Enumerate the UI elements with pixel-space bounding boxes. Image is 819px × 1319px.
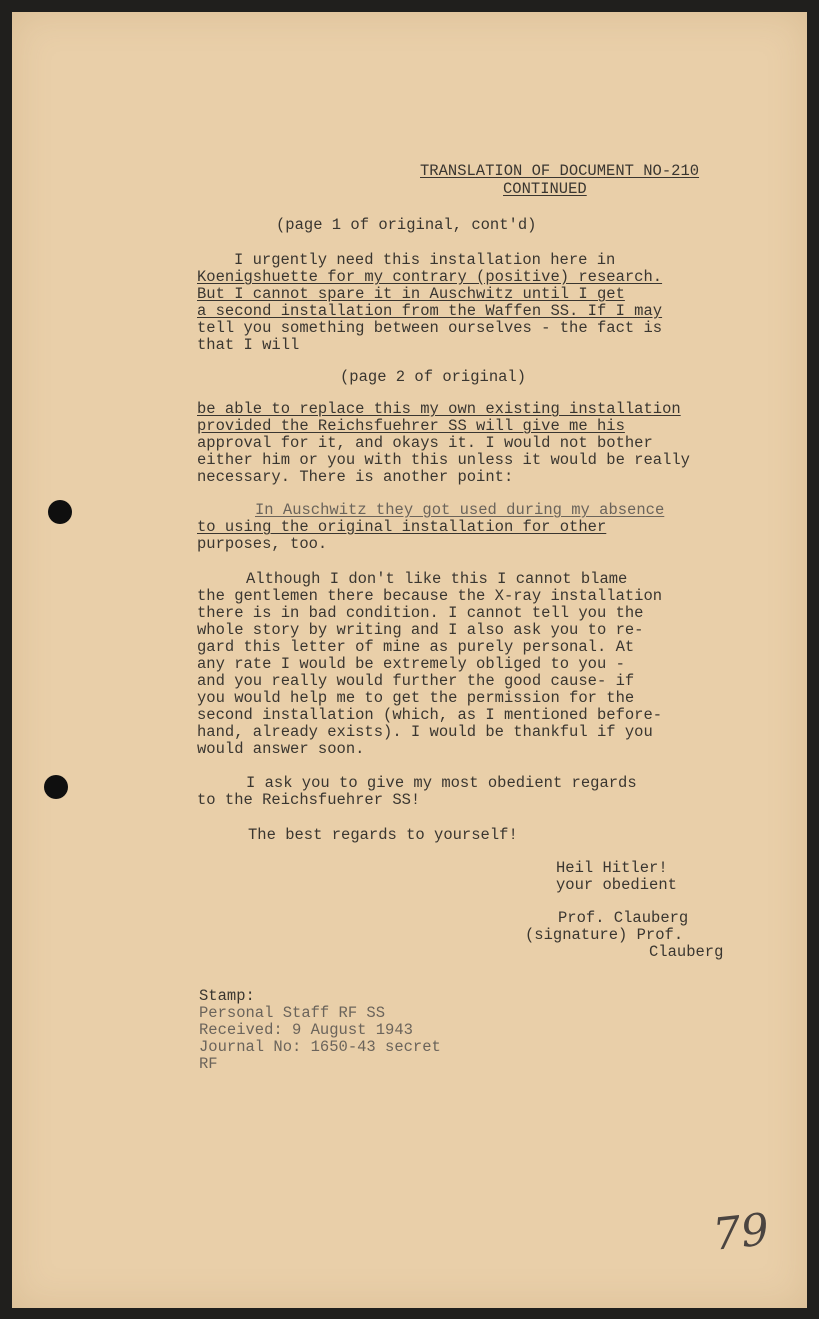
text-line: to using the original installation for other bbox=[197, 518, 607, 536]
stamp-label: Stamp: bbox=[199, 987, 255, 1005]
text-line: approval for it, and okays it. I would not bother bbox=[197, 434, 653, 452]
text-line: The best regards to yourself! bbox=[248, 826, 518, 844]
document-title: TRANSLATION OF DOCUMENT NO-210 bbox=[420, 162, 700, 180]
signature-line: (signature) Prof. bbox=[525, 926, 684, 944]
text-line: whole story by writing and I also ask you to re- bbox=[197, 621, 644, 639]
document-subtitle: CONTINUED bbox=[503, 180, 587, 198]
text-line: would answer soon. bbox=[197, 740, 365, 758]
stamp-line: Personal Staff RF SS bbox=[199, 1004, 386, 1022]
text-line: hand, already exists). I would be thankful if you bbox=[197, 723, 653, 741]
closing-salute: Heil Hitler! bbox=[556, 859, 668, 877]
text-line: In Auschwitz they got used during my absence bbox=[255, 501, 665, 519]
text-line: any rate I would be extremely obliged to you - bbox=[197, 655, 625, 673]
text-line: that I will bbox=[197, 336, 300, 354]
text-line: Koenigshuette for my contrary (positive) research. bbox=[197, 268, 663, 286]
text-line: there is in bad condition. I cannot tell you the bbox=[197, 604, 644, 622]
page-marker: (page 2 of original) bbox=[340, 368, 527, 386]
text-line: necessary. There is another point: bbox=[197, 468, 514, 486]
text-line: I ask you to give my most obedient regards bbox=[246, 774, 637, 792]
text-line: But I cannot spare it in Auschwitz until I get bbox=[197, 285, 625, 303]
closing-obedient: your obedient bbox=[556, 876, 677, 894]
text-line: either him or you with this unless it would be really bbox=[197, 451, 690, 469]
text-line: purposes, too. bbox=[197, 535, 328, 553]
text-line: Although I don't like this I cannot blame bbox=[246, 570, 628, 588]
text-line: you would help me to get the permission for the bbox=[197, 689, 635, 707]
signature-line: Clauberg bbox=[649, 943, 724, 961]
text-line: provided the Reichsfuehrer SS will give me his bbox=[197, 417, 625, 435]
text-line: tell you something between ourselves - the fact is bbox=[197, 319, 663, 337]
document-page bbox=[12, 12, 807, 1308]
text-line: I urgently need this installation here in bbox=[234, 251, 616, 269]
stamp-line: RF bbox=[199, 1055, 218, 1073]
stamp-line: Journal No: 1650-43 secret bbox=[199, 1038, 441, 1056]
punch-hole bbox=[48, 500, 72, 524]
text-line: to the Reichsfuehrer SS! bbox=[197, 791, 421, 809]
punch-hole bbox=[44, 775, 68, 799]
handwritten-page-number: 79 bbox=[710, 1204, 772, 1261]
text-line: gard this letter of mine as purely personal. At bbox=[197, 638, 635, 656]
stamp-line: Received: 9 August 1943 bbox=[199, 1021, 413, 1039]
text-line: second installation (which, as I mentioned before- bbox=[197, 706, 663, 724]
text-line: and you really would further the good cause- if bbox=[197, 672, 635, 690]
text-line: a second installation from the Waffen SS. If I may bbox=[197, 302, 663, 320]
text-line: the gentlemen there because the X-ray installation bbox=[197, 587, 663, 605]
page-marker: (page 1 of original, cont'd) bbox=[276, 216, 537, 234]
text-line: be able to replace this my own existing installation bbox=[197, 400, 681, 418]
signatory-name: Prof. Clauberg bbox=[558, 909, 689, 927]
